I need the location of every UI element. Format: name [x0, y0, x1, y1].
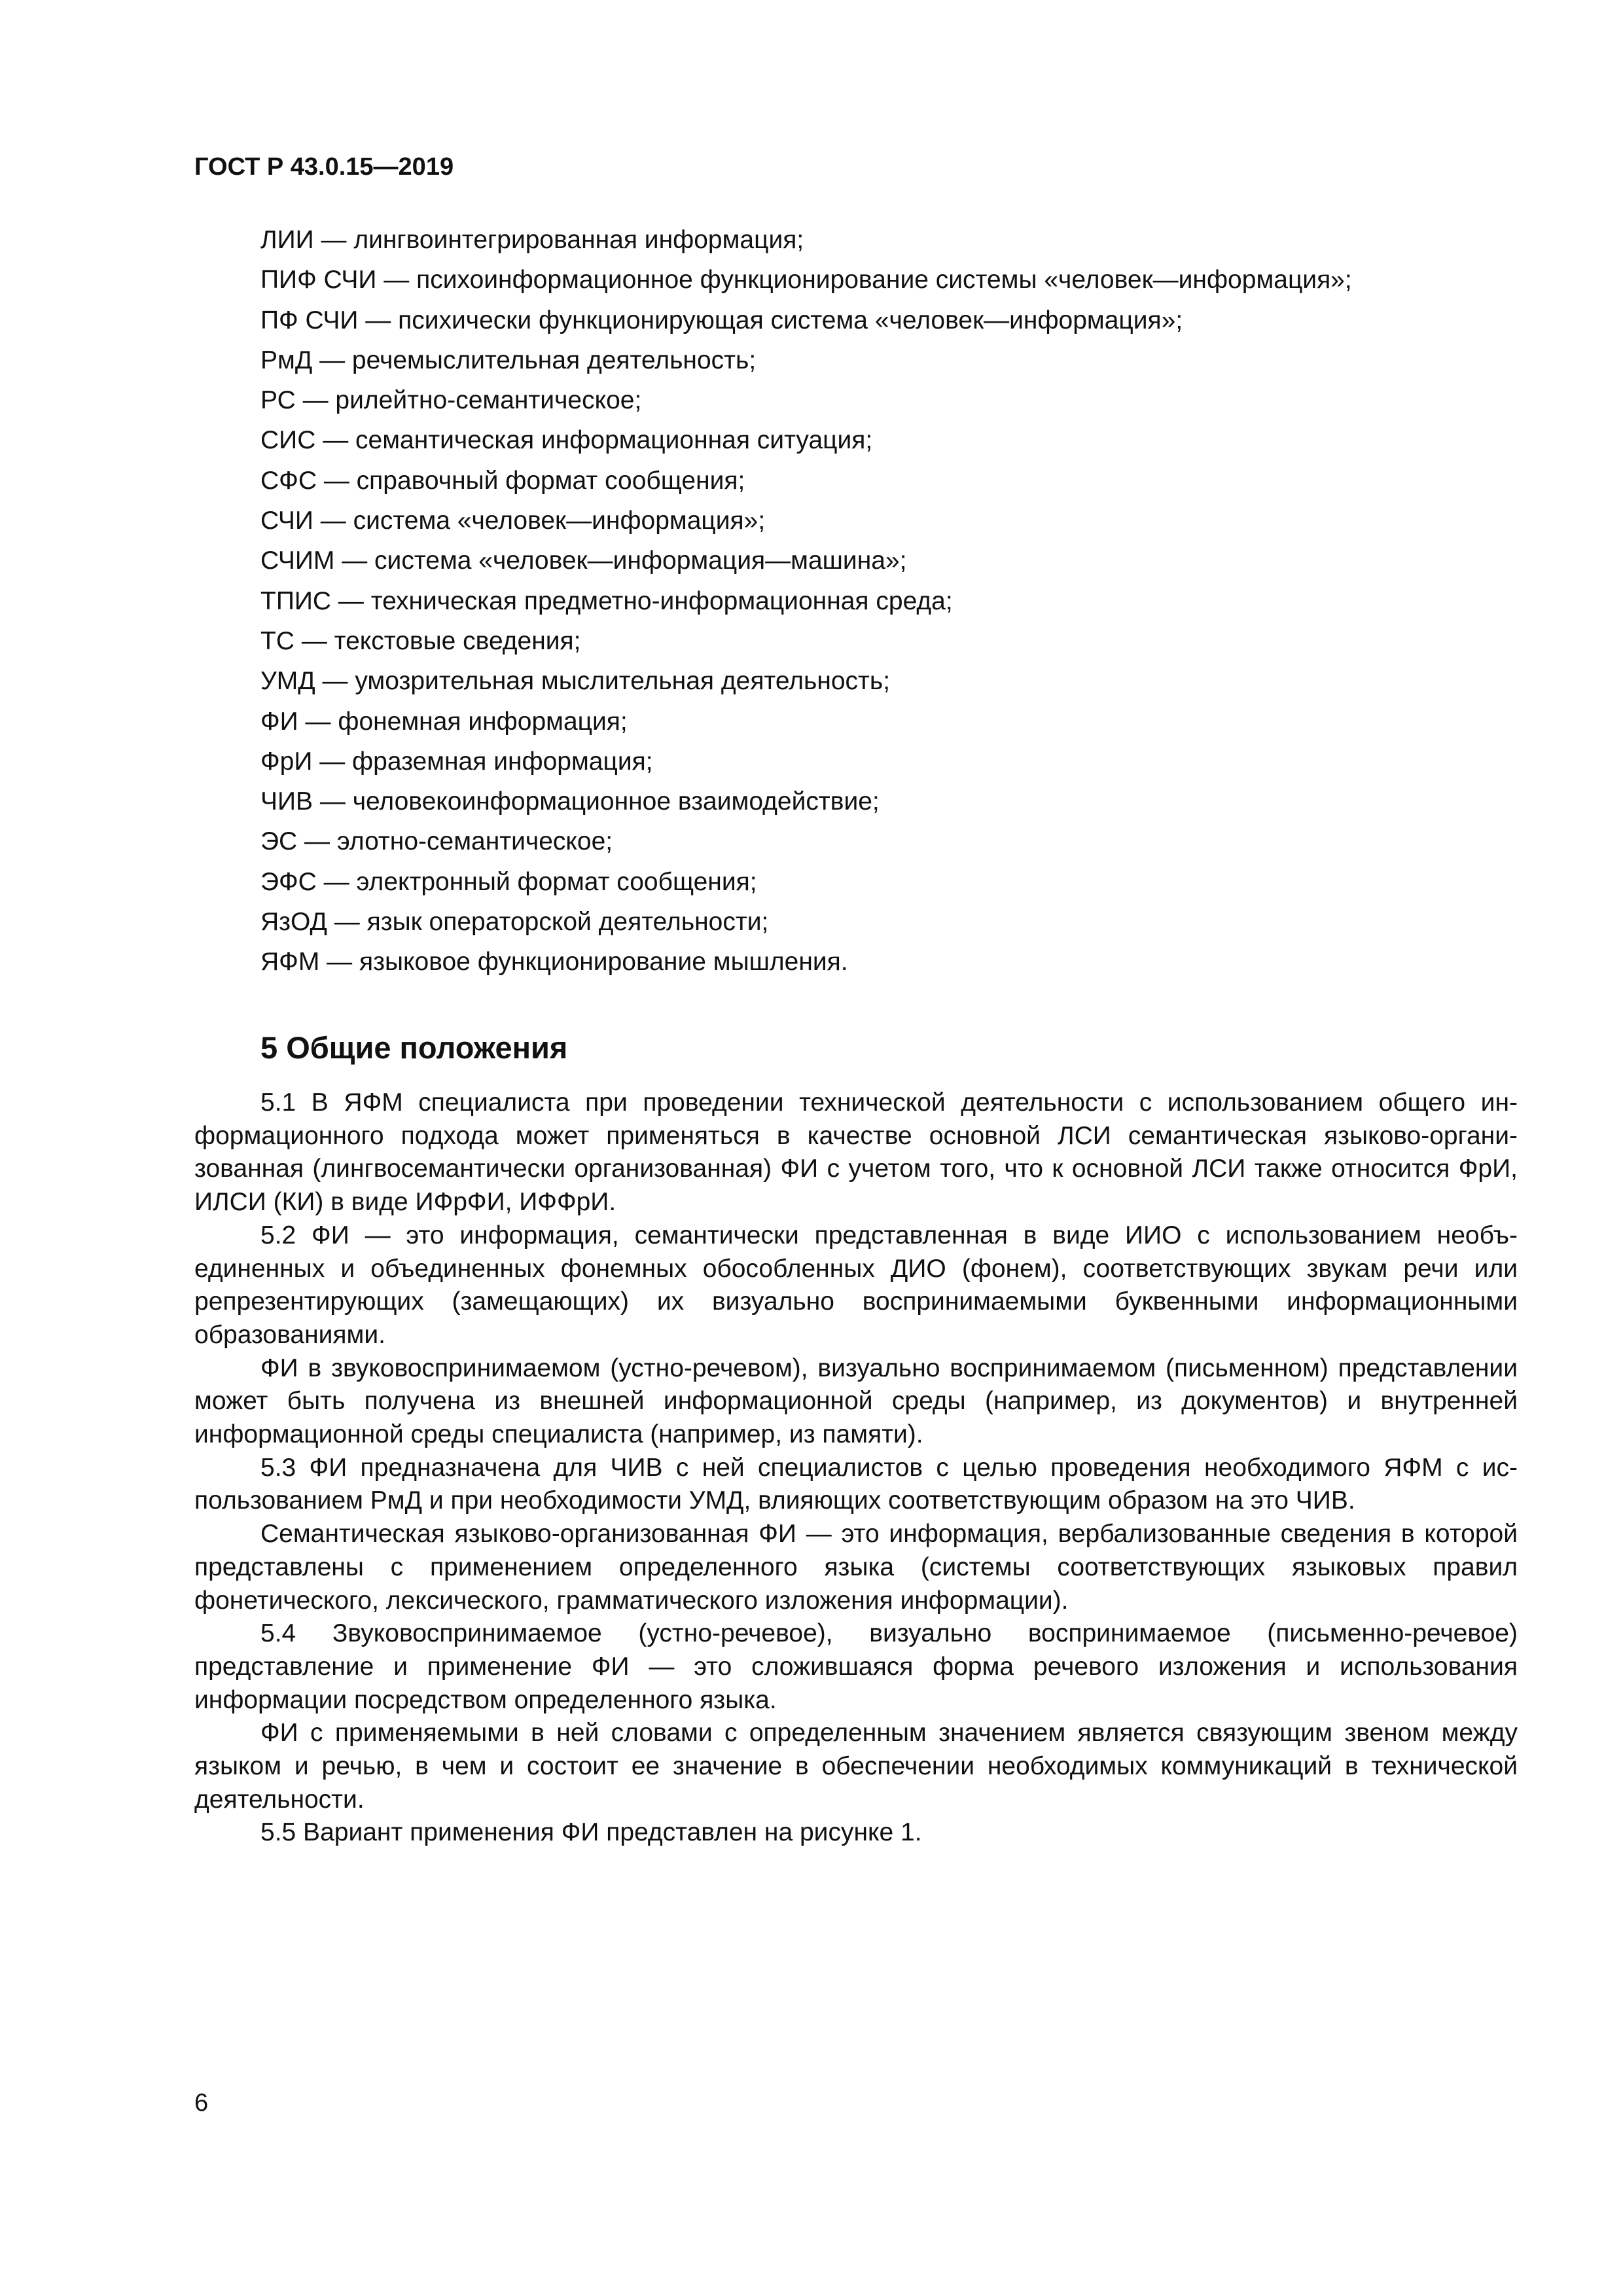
abbreviation-item: РмД — речемыслительная деятельность; — [260, 346, 757, 374]
paragraph: Семантическая языково-организованная ФИ — это информация, вербализованные сведения в которой представлены с применением определенного языка (системы соответствующих языковых правил фонетического, лексического, грамматического изложения информации). — [194, 1520, 1518, 1615]
abbreviation-item: ТС — текстовые сведения; — [260, 626, 581, 655]
abbreviation-item: СЧИМ — система «человек—информация—машина»; — [260, 547, 907, 575]
section-title: 5 Общие положения — [260, 1030, 568, 1065]
abbreviation-item: ЯФМ — языковое функционирование мышления. — [260, 948, 848, 977]
paragraph: 5.5 Вариант применения ФИ представлен на рисунке 1. — [260, 1818, 922, 1847]
abbreviation-item: РС — рилейтно-семантическое; — [260, 386, 642, 415]
abbreviation-item: ТПИС — техническая предметно-информационная среда; — [260, 586, 953, 615]
abbreviation-item: ЧИВ — человекоинформационное взаимодействие; — [260, 787, 880, 816]
abbreviation-item: УМД — умозрительная мыслительная деятельность; — [260, 667, 891, 696]
abbreviation-item: СИС — семантическая информационная ситуация; — [260, 426, 873, 455]
page-number: 6 — [194, 2089, 209, 2117]
abbreviation-list — [260, 220, 1504, 982]
paragraph: ФИ с применяемыми в ней словами с определенным значением является связующим звеном между языком и речью, в чем и состоит ее значение в обеспечении необходимых коммуникаций в технической деятельности. — [194, 1719, 1518, 1814]
paragraph: 5.4 Звуковоспринимаемое (устно-речевое), визуально воспринимаемое (письменно-речевое) представление и применение ФИ — это сложившаяся форма речевого изложения и использования информации посредством определенного языка. — [194, 1619, 1518, 1714]
paragraph: 5.3 ФИ предназначена для ЧИВ с ней специалистов с целью проведения необходимого ЯФМ с использованием РмД и при необходимости УМД, влияющих соответствующим образом на это ЧИВ. — [194, 1453, 1518, 1515]
abbreviation-item: ФрИ — фраземная информация; — [260, 747, 653, 776]
section-body — [194, 1086, 1518, 1850]
abbreviation-item: ФИ — фонемная информация; — [260, 707, 628, 736]
paragraph: 5.1 В ЯФМ специалиста при проведении технической деятельности с использованием общего информационного подхода может применяться в качестве основной ЛСИ семантическая языково-организованная (лингвосемантически организованная) ФИ с учетом того, что к основной ЛСИ также относится ФрИ, ИЛСИ (КИ) в виде ИФрФИ, ИФФрИ. — [194, 1088, 1518, 1217]
abbreviation-item: ЭФС — электронный формат сообщения; — [260, 867, 757, 896]
abbreviation-item: ЭС — элотно-семантическое; — [260, 827, 613, 856]
standard-code-header: ГОСТ Р 43.0.15—2019 — [194, 153, 454, 181]
abbreviation-item: СЧИ — система «человек—информация»; — [260, 507, 766, 535]
abbreviation-item: СФС — справочный формат сообщения; — [260, 466, 745, 495]
paragraph: ФИ в звуковоспринимаемом (устно-речевом), визуально воспринимаемом (письменном) представлении может быть получена из внешней информационной среды (например, из документов) и внутренней информационной среды специалиста (например, из памяти). — [194, 1354, 1518, 1449]
paragraph: 5.2 ФИ — это информация, семантически представленная в виде ИИО с использованием необъединенных и объединенных фонемных обособленных ДИО (фонем), соответствующих звукам речи или репрезентирующих (замещающих) их визуально воспринимаемыми буквенными информационными образованиями. — [194, 1221, 1518, 1349]
abbreviation-item: ПФ СЧИ — психически функционирующая система «человек—информация»; — [260, 306, 1183, 334]
abbreviation-item: ЯзОД — язык операторской деятельности; — [260, 908, 769, 937]
abbreviation-item: ПИФ СЧИ — психоинформационное функционирование системы «человек—информация»; — [260, 266, 1352, 295]
abbreviation-item: ЛИИ — лингвоинтегрированная информация; — [260, 226, 804, 254]
